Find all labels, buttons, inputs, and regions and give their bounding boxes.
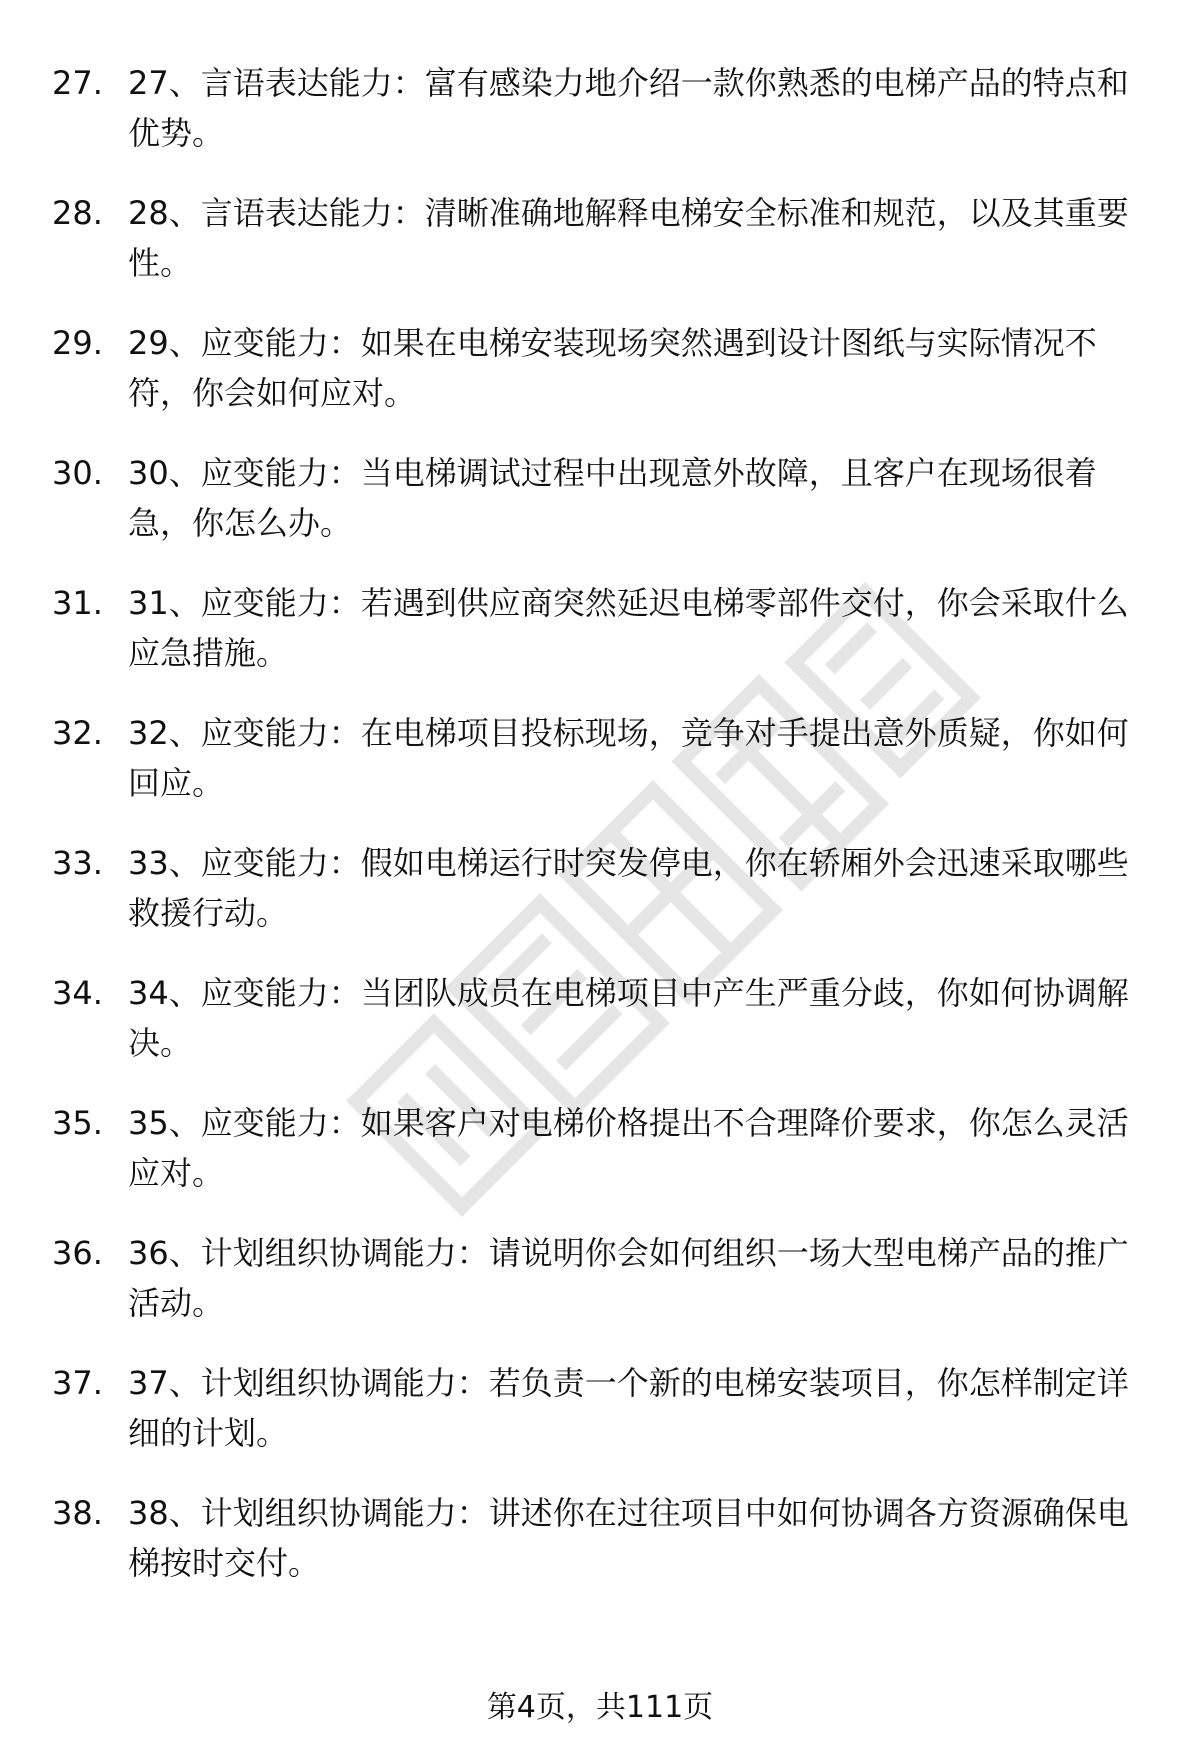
question-number: 27. <box>52 64 103 102</box>
question-text: 37、计划组织协调能力：若负责一个新的电梯安装项目，你怎样制定详细的计划。 <box>128 1364 1129 1452</box>
question-number: 34. <box>52 974 103 1012</box>
question-text: 34、应变能力：当团队成员在电梯项目中产生严重分歧，你如何协调解决。 <box>128 974 1129 1062</box>
list-item <box>0 1358 1200 1488</box>
list-item <box>0 1228 1200 1358</box>
list-item <box>0 58 1200 188</box>
list-item <box>0 838 1200 968</box>
question-text: 29、应变能力：如果在电梯安装现场突然遇到设计图纸与实际情况不符，你会如何应对。 <box>128 324 1097 412</box>
question-text: 33、应变能力：假如电梯运行时突发停电，你在轿厢外会迅速采取哪些救援行动。 <box>128 844 1129 932</box>
list-item <box>0 578 1200 708</box>
list-item <box>0 968 1200 1098</box>
question-text: 30、应变能力：当电梯调试过程中出现意外故障，且客户在现场很着急，你怎么办。 <box>128 454 1097 542</box>
question-text: 36、计划组织协调能力：请说明你会如何组织一场大型电梯产品的推广活动。 <box>128 1234 1129 1322</box>
question-text: 35、应变能力：如果客户对电梯价格提出不合理降价要求，你怎么灵活应对。 <box>128 1104 1129 1192</box>
page-footer: 第4页，共111页 <box>486 1690 714 1725</box>
question-number: 36. <box>52 1234 103 1272</box>
question-number: 31. <box>52 584 103 622</box>
list-item <box>0 318 1200 448</box>
question-number: 35. <box>52 1104 103 1142</box>
list-item <box>0 1098 1200 1228</box>
question-number: 37. <box>52 1364 103 1402</box>
question-number: 29. <box>52 324 103 362</box>
question-text: 27、言语表达能力：富有感染力地介绍一款你熟悉的电梯产品的特点和优势。 <box>128 64 1129 152</box>
question-number: 30. <box>52 454 103 492</box>
question-number: 38. <box>52 1494 103 1532</box>
question-number: 32. <box>52 714 103 752</box>
question-text: 32、应变能力：在电梯项目投标现场，竞争对手提出意外质疑，你如何回应。 <box>128 714 1129 802</box>
question-number: 33. <box>52 844 103 882</box>
list-item <box>0 188 1200 318</box>
question-text: 28、言语表达能力：清晰准确地解释电梯安全标准和规范，以及其重要性。 <box>128 194 1129 282</box>
question-text: 38、计划组织协调能力：讲述你在过往项目中如何协调各方资源确保电梯按时交付。 <box>128 1494 1129 1582</box>
list-item <box>0 708 1200 838</box>
list-item <box>0 1488 1200 1618</box>
list-item <box>0 448 1200 578</box>
question-list <box>0 58 1200 1618</box>
question-text: 31、应变能力：若遇到供应商突然延迟电梯零部件交付，你会采取什么应急措施。 <box>128 584 1129 672</box>
question-number: 28. <box>52 194 103 232</box>
